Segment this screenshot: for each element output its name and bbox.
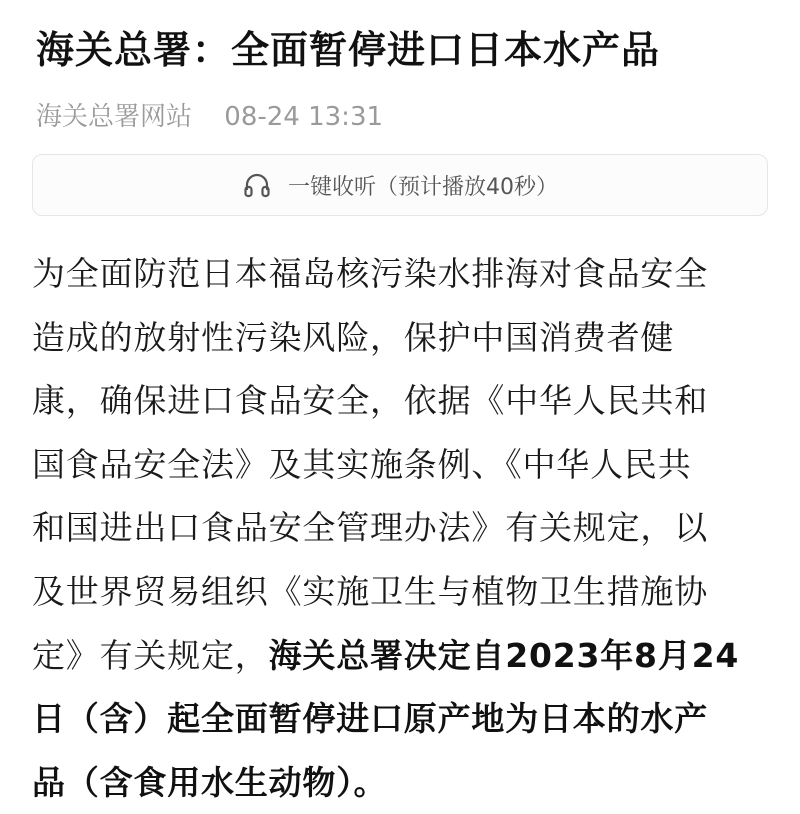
article-body [32,242,772,814]
body-text-segment: 为全面防范日本福岛核污染水排海对食品安全 [32,254,708,293]
body-line [32,242,772,306]
body-text-segment: 及世界贸易组织《实施卫生与植物卫生措施协 [32,571,708,611]
headphone-icon [242,170,272,200]
body-text-bold: 日（含）起全面暂停进口原产地为日本的水产 [32,699,708,739]
body-line [32,496,772,560]
listen-label: 一键收听（预计播放40秒） [288,174,558,200]
body-line [32,751,772,814]
body-line [32,687,772,751]
body-text-segment: 造成的放射性污染风险，保护中国消费者健 [32,317,675,357]
body-text-segment: 和国进出口食品安全管理办法》有关规定，以 [32,508,708,548]
article-title: 海关总署：全面暂停进口日本水产品 [36,28,661,72]
body-line [32,433,772,497]
body-text-segment: 康，确保进口食品安全，依据《中华人民共和 [32,381,708,421]
article-source[interactable]: 海关总署网站 [36,102,193,132]
body-line [32,369,772,433]
body-text-segment: 定》有关规定， [32,635,269,675]
article-meta [36,100,768,134]
body-text-bold: 品（含食用水生动物）。 [32,762,388,802]
body-line [32,560,772,624]
body-line [32,624,772,688]
article-time: 08-24 13:31 [224,102,384,132]
body-line [32,306,772,370]
listen-button[interactable] [32,154,768,216]
body-text-bold: 海关总署决定自2023年8月24 [268,635,740,675]
body-text-segment: 国食品安全法》及其实施条例、《中华人民共 [32,444,692,484]
